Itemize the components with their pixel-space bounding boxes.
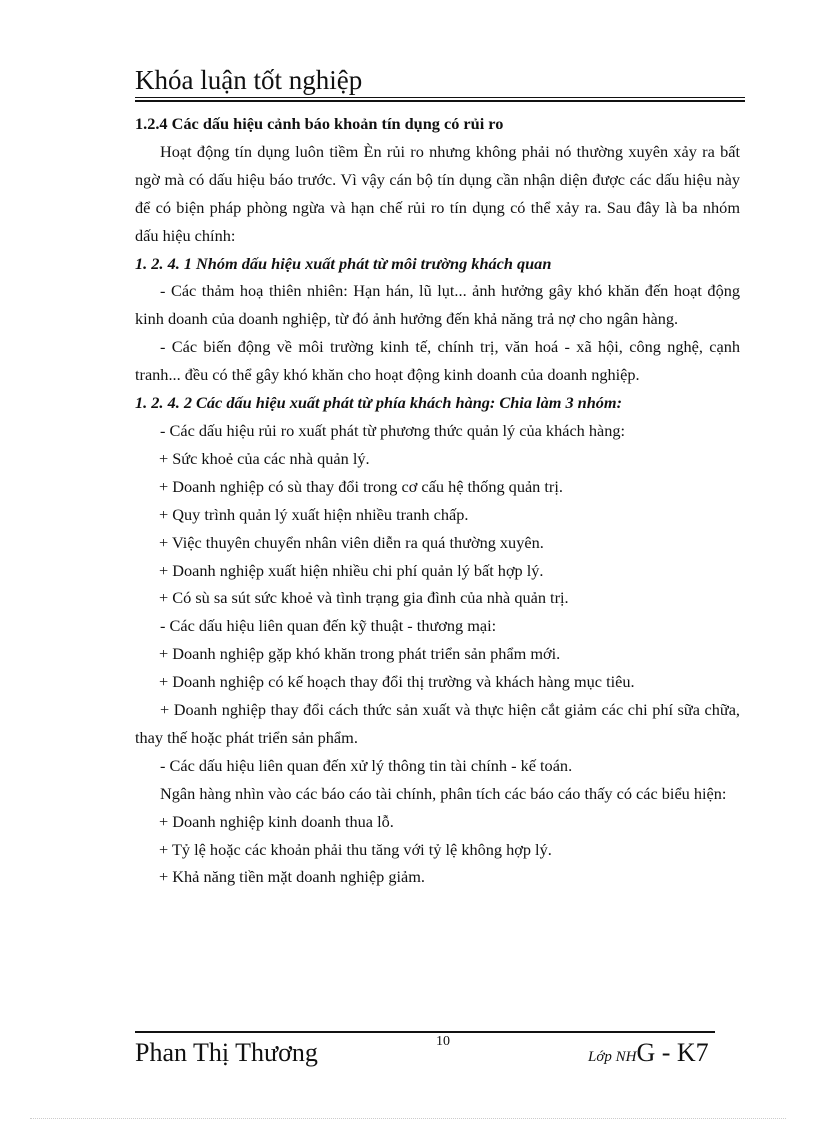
list-item: + Doanh nghiệp kinh doanh thua lỗ.	[159, 811, 394, 831]
list-item: + Có sù sa sút sức khoẻ và tình trạng gia đình của nhà quản trị.	[159, 588, 569, 608]
subsection-2-heading: 1. 2. 4. 2 Các dấu hiệu xuất phát từ phía khách hàng: Chia làm 3 nhóm:	[135, 393, 622, 413]
footer-class-code: G - K7	[636, 1038, 709, 1067]
list-item: + Doanh nghiệp gặp khó khăn trong phát triển sản phẩm mới.	[159, 644, 561, 664]
group-2-title: - Các dấu hiệu liên quan đến kỹ thuật - thương mại:	[160, 616, 497, 636]
section-heading: 1.2.4 Các dấu hiệu cảnh báo khoản tín dụng có rủi ro	[135, 114, 504, 133]
document-body	[135, 110, 740, 891]
group-3-intro: Ngân hàng nhìn vào các báo cáo tài chính, phân tích các báo cáo thấy có các biểu hiện:	[160, 783, 727, 803]
section-intro-paragraph: Hoạt động tín dụng luôn tiềm Èn rủi ro nhưng không phải nó thường xuyên xảy ra bất ngờ mà có dấu hiệu báo trước. Vì vậy cán bộ tín dụng cần nhận diện được các dấu hiệu này để có biện pháp phòng ngừa và hạn chế rủi ro tín dụng có thể xảy ra. Sau đây là ba nhóm dấu hiệu chính:	[135, 141, 740, 245]
list-item: + Doanh nghiệp có sù thay đổi trong cơ cấu hệ thống quản trị.	[159, 476, 563, 496]
footer-class-prefix: Lớp NH	[588, 1049, 637, 1065]
list-item-long: + Doanh nghiệp thay đổi cách thức sản xuất và thực hiện cắt giảm các chi phí sữa chữa, thay thế hoặc phát triển sản phẩm.	[135, 700, 740, 747]
list-item: + Doanh nghiệp xuất hiện nhiều chi phí quản lý bất hợp lý.	[159, 560, 544, 580]
page-header-title: Khóa luận tốt nghiệp	[135, 65, 363, 95]
list-item: + Khả năng tiền mặt doanh nghiệp giảm.	[159, 867, 426, 887]
page-bottom-border	[30, 1118, 786, 1119]
subsection-1-heading: 1. 2. 4. 1 Nhóm dấu hiệu xuất phát từ môi trường khách quan	[135, 253, 552, 273]
list-item: + Sức khoẻ của các nhà quản lý.	[159, 448, 370, 468]
header-double-rule	[135, 97, 745, 102]
subsection-1-item: - Các biến động về môi trường kinh tế, chính trị, văn hoá - xã hội, công nghệ, cạnh tranh... đều có thể gây khó khăn cho hoạt động kinh doanh của doanh nghiệp.	[135, 337, 740, 385]
group-1-title: - Các dấu hiệu rủi ro xuất phát từ phương thức quản lý của khách hàng:	[160, 420, 626, 440]
page-number: 10	[436, 1034, 450, 1049]
group-3-title: - Các dấu hiệu liên quan đến xử lý thông tin tài chính - kế toán.	[160, 755, 573, 775]
subsection-1-item: - Các thảm hoạ thiên nhiên: Hạn hán, lũ lụt... ảnh hưởng gây khó khăn đến hoạt động kinh doanh của doanh nghiệp, từ đó ảnh hưởng đến khả năng trả nợ cho ngân hàng.	[135, 281, 740, 329]
footer-author: Phan Thị Thương	[135, 1038, 318, 1067]
list-item: + Doanh nghiệp có kế hoạch thay đổi thị trường và khách hàng mục tiêu.	[159, 672, 635, 692]
list-item: + Tỷ lệ hoặc các khoản phải thu tăng với tỷ lệ không hợp lý.	[159, 839, 552, 859]
footer-class	[588, 1036, 709, 1074]
list-item: + Quy trình quản lý xuất hiện nhiều tranh chấp.	[159, 504, 469, 524]
list-item: + Việc thuyên chuyển nhân viên diễn ra quá thường xuyên.	[159, 532, 544, 552]
footer-rule	[135, 1031, 715, 1033]
